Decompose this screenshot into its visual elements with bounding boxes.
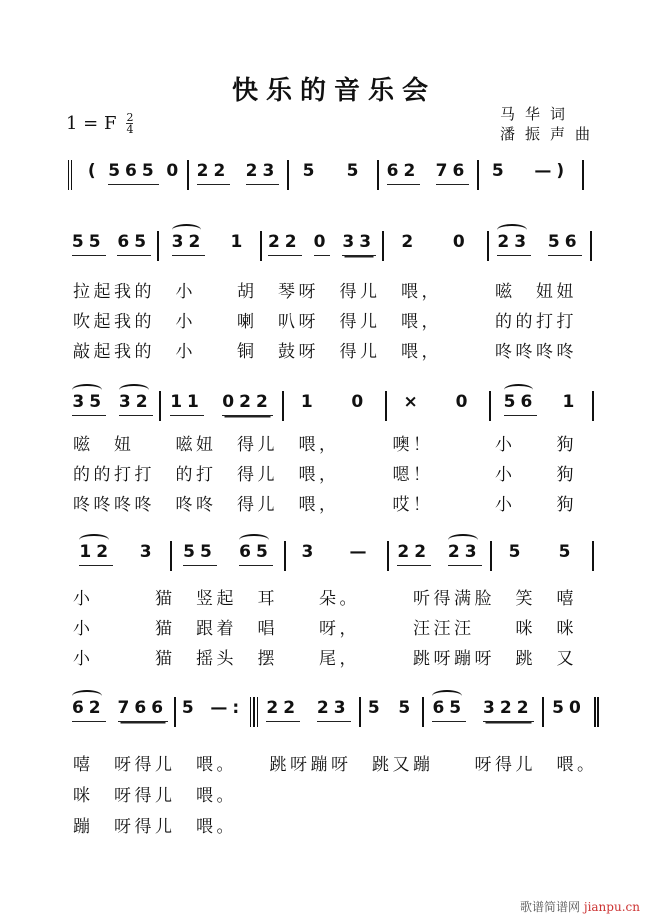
key-signature (66, 112, 133, 135)
note-group: 0 (166, 161, 184, 181)
note-group: 0 (452, 232, 470, 252)
measure (479, 160, 584, 190)
note-group: 22 (268, 231, 302, 256)
note-group: 3 (139, 542, 157, 562)
measure (491, 391, 594, 421)
measure (424, 697, 544, 727)
note-group: 23 (246, 160, 280, 185)
measure (172, 541, 286, 571)
time-top: 2 (126, 111, 134, 124)
measure (161, 391, 284, 421)
measure (176, 697, 254, 727)
note-group: 65 (117, 231, 151, 256)
staff-row (0, 231, 668, 261)
lyric-line: 小 猫 竖起 耳 朵。 听得满脸 笑 嘻 (73, 589, 577, 609)
note-group: 766 (118, 697, 169, 722)
staff-row (0, 697, 668, 727)
measure (387, 391, 491, 421)
note-group: 5 (558, 542, 576, 562)
note-group: 0 (455, 392, 473, 412)
measure (84, 160, 189, 190)
measure (286, 541, 389, 571)
lyric-line: 小 猫 摇头 摆 尾， 跳呀蹦呀 跳 又 (73, 649, 577, 669)
measure (284, 391, 387, 421)
note-group: 5 (398, 698, 416, 718)
note-group: ( (87, 161, 101, 181)
lyric-line: 咪 呀得儿 喂。 (73, 786, 237, 806)
measure (544, 697, 599, 727)
note-group: 2 (401, 232, 419, 252)
watermark-site: jianpu.cn (583, 900, 640, 914)
note-group: — (349, 542, 372, 562)
measure (492, 541, 594, 571)
measure (384, 231, 489, 261)
measure (159, 231, 262, 261)
staff-row (0, 160, 668, 190)
measure (66, 391, 161, 421)
note-group: 1 (562, 392, 580, 412)
note-group: 32 (172, 231, 206, 256)
lyric-line: 嗞 妞 嗞妞 得儿 喂， 噢！ 小 狗 (73, 435, 577, 455)
watermark (520, 898, 640, 915)
note-group: 23 (448, 541, 482, 566)
staff-row (0, 391, 668, 421)
note-group: 23 (497, 231, 531, 256)
note-group: 35 (72, 391, 106, 416)
note-group: 33 (342, 231, 376, 256)
note-group: 56 (504, 391, 538, 416)
note-group: 62 (387, 160, 421, 185)
measure (66, 697, 176, 727)
note-group: 22 (397, 541, 431, 566)
lyric-line: 的的打打 的打 得儿 喂， 嗯！ 小 狗 (73, 465, 577, 485)
composer-credit: 潘振声曲 (500, 125, 601, 143)
note-group: 22 (197, 160, 231, 185)
note-group: 32 (119, 391, 153, 416)
lyric-line: 蹦 呀得儿 喂。 (73, 817, 237, 837)
note-group: × (403, 392, 423, 412)
measure (66, 231, 159, 261)
lyric-line: 敲起我的 小 铜 鼓呀 得儿 喂， 咚咚咚咚 (73, 342, 577, 362)
note-group: 23 (317, 697, 351, 722)
note-group: 5 (367, 698, 385, 718)
note-group: 5 (346, 161, 364, 181)
note-group: 565 (108, 160, 159, 185)
note-group: 0 (314, 231, 331, 256)
note-group: 1 (230, 232, 248, 252)
measure (361, 697, 424, 727)
watermark-label: 歌谱简谱网 (520, 900, 581, 914)
measure (66, 541, 172, 571)
measure (389, 541, 492, 571)
staff-row (0, 541, 668, 571)
time-signature (126, 112, 133, 135)
note-group: 62 (72, 697, 106, 722)
note-group: 11 (170, 391, 204, 416)
note-group: 1 (300, 392, 318, 412)
note-group: —: (210, 698, 245, 718)
note-group: 0 (351, 392, 369, 412)
note-group: 56 (548, 231, 582, 256)
measure (489, 231, 592, 261)
key-label: 1 = F (66, 113, 117, 134)
note-group: —) (534, 161, 570, 181)
lyric-line: 小 猫 跟着 唱 呀， 汪汪汪 咪 咪 (73, 619, 577, 639)
note-group: 3 (301, 542, 319, 562)
repeat-start-sign (68, 160, 80, 190)
measure (254, 697, 361, 727)
time-bottom: 4 (126, 123, 134, 136)
lyric-line: 咚咚咚咚 咚咚 得儿 喂， 哎！ 小 狗 (73, 495, 577, 515)
measure (379, 160, 479, 190)
measure (262, 231, 384, 261)
note-group: 5 (302, 161, 320, 181)
note-group: 55 (72, 231, 106, 256)
note-group: 322 (483, 697, 534, 722)
lyric-line: 嘻 呀得儿 喂。 跳呀蹦呀 跳又蹦 呀得儿 喂。 (73, 755, 598, 775)
note-group: 65 (432, 697, 466, 722)
note-group: 55 (183, 541, 217, 566)
measure (189, 160, 289, 190)
note-group: 65 (239, 541, 273, 566)
lyric-line: 拉起我的 小 胡 琴呀 得儿 喂， 嗞 妞妞 (73, 282, 577, 302)
measure (289, 160, 379, 190)
note-group: 12 (79, 541, 113, 566)
note-group: 22 (266, 697, 300, 722)
note-group: 50 (552, 698, 586, 718)
note-group: 76 (436, 160, 470, 185)
song-title: 快乐的音乐会 (231, 76, 436, 106)
lyric-line: 吹起我的 小 喇 叭呀 得儿 喂， 的的打打 (73, 312, 577, 332)
note-group: 5 (491, 161, 509, 181)
note-group: 5 (508, 542, 526, 562)
note-group: 022 (222, 391, 273, 416)
note-group: 5 (181, 698, 199, 718)
lyricist-credit: 马华词 (500, 105, 576, 123)
